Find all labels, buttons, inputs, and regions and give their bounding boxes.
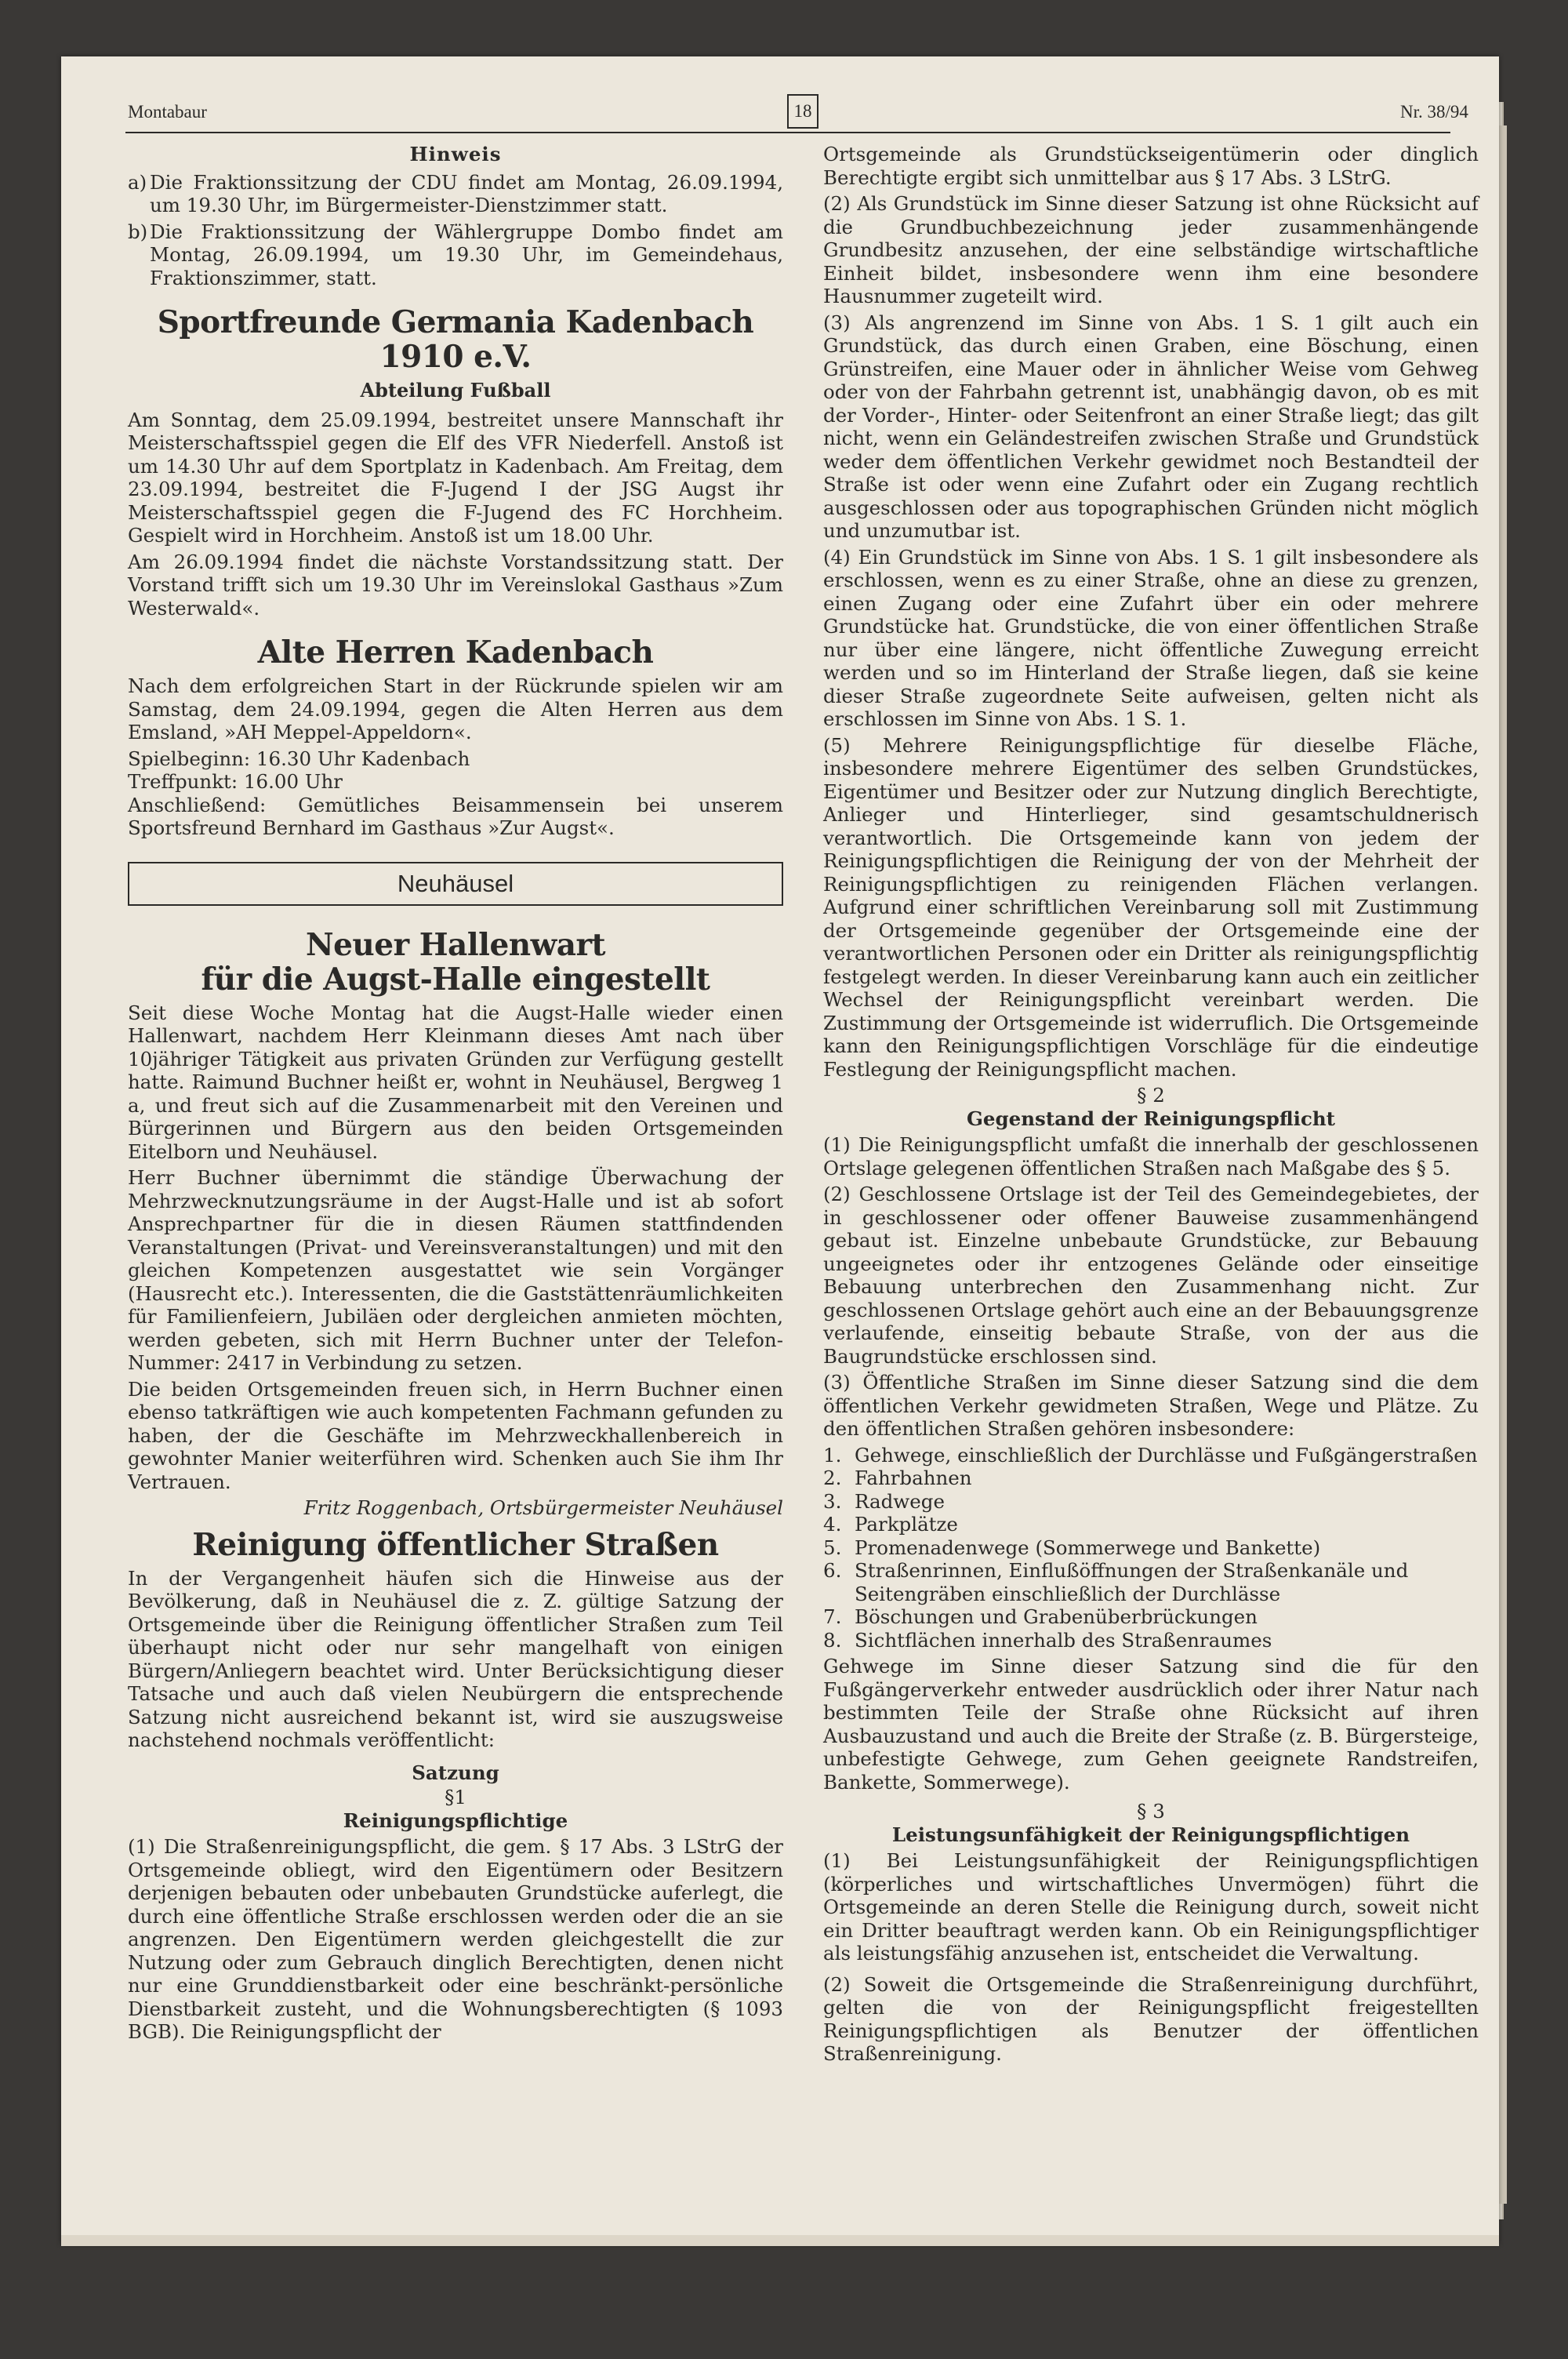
list-item bbox=[823, 1536, 1479, 1560]
hinweis-item bbox=[128, 171, 783, 217]
hallenwart-paragraph: Seit diese Woche Montag hat die Augst-Halle wieder einen Hallenwart, nachdem Herr Kleinmann dieses Amt nach über 10jähriger Tätigkeit aus privaten Gründen zur Verfügung gestellt hatte. Raimund Buchner heißt er, wohnt in Neuhäusel, Bergweg 1 a, und freut sich auf die Zusammenarbeit mit den Vereinen und Bürgerinnen und Bürgern aus den beiden Ortsgemeinden Eitelborn und Neuhäusel. bbox=[128, 1001, 783, 1163]
list-item-number: 8. bbox=[823, 1628, 842, 1652]
list-item-text: Radwege bbox=[855, 1489, 945, 1513]
list-item bbox=[823, 1513, 1479, 1536]
list-item-text: Fahrbahnen bbox=[855, 1467, 972, 1489]
alte-herren-paragraph: Nach dem erfolgreichen Start in der Rückrunde spielen wir am Samstag, dem 24.09.1994, gegen die Alten Herren aus dem Emsland, »AH Meppel-Appeldorn«. bbox=[128, 674, 783, 743]
hinweis-item-text: Die Fraktionssitzung der CDU findet am Montag, 26.09.1994, um 19.30 Uhr, im Bürgermeister-Dienstzimmer statt. bbox=[150, 170, 783, 216]
satzung-paragraph: (4) Ein Grundstück im Sinne von Abs. 1 S. 1 gilt insbesondere als erschlossen, wenn es zu einer Straße, ohne an diese zu grenzen, einen Zugang oder eine Zufahrt über ein oder mehrere Grundstücke hat. Grundstücke, die von einer öffentlichen Straße nur über eine längere, nicht öffentliche Zuwegung erreicht werden und so im Hinterland der Straße liegen, daß sie keine dieser Straße zugeordnete Seite aufweisen, gelten nicht als erschlossen im Sinne von Abs. 1 S. 1. bbox=[823, 545, 1479, 730]
paragraph-1-text: (1) Die Straßenreinigungspflicht, die gem. § 17 Abs. 3 LStrG der Ortsgemeinde obliegt, wird den Eigentümern oder Besitzern derjenigen bebauten oder unbebauten Grundstücke auferlegt, die durch eine öffentliche Straße erschlossen werden oder die an sie angrenzen. Den Eigentümern werden gleichgestellt die zur Nutzung oder zum Gebrauch dinglich Berechtigten, denen nicht nur eine Grunddienstbarkeit oder eine beschränkt-persönliche Dienstbarkeit zusteht, und die Wohnungsberechtigten (§ 1093 BGB). Die Reinigungspflicht der bbox=[128, 1835, 783, 2043]
paragraph-3-text: (1) Bei Leistungsunfähigkeit der Reinigungspflichtigen (körperliches und wirtschaftliches Unvermögen) führt die Ortsgemeinde an deren Stelle die Reinigung durch, soweit nicht ein Dritter beauftragt werden kann. Ob ein Reinigungspflichtiger als leistungsfähig anzusehen ist, entscheidet die Verwaltung. bbox=[823, 1849, 1479, 1965]
hinweis-item-label: b) bbox=[128, 220, 148, 243]
hinweis-item bbox=[128, 220, 783, 290]
section-box-neuhaeusel: Neuhäusel bbox=[128, 862, 783, 906]
header-page-number: 18 bbox=[787, 94, 818, 129]
list-item-text: Parkplätze bbox=[855, 1513, 958, 1536]
sportfreunde-title: Sportfreunde Germania Kadenbach 1910 e.V. bbox=[157, 304, 754, 375]
paragraph-2-text: (3) Öffentliche Straßen im Sinne dieser Satzung sind die dem öffentlichen Verkehr gewidmeten Straßen, Wege und Plätze. Zu den öffentlichen Straßen gehören insbesondere: bbox=[823, 1371, 1479, 1440]
paragraph-2-text: (1) Die Reinigungspflicht umfaßt die innerhalb der geschlossenen Ortslage gelegenen öffentlichen Straßen nach Maßgabe des § 5. bbox=[823, 1133, 1479, 1180]
paragraph-3-title: § 3 bbox=[1137, 1800, 1165, 1823]
street-types-list bbox=[823, 1444, 1479, 1652]
list-item-text: Promenadenwege (Sommerwege und Bankette) bbox=[855, 1536, 1321, 1559]
left-column bbox=[128, 143, 783, 2047]
header-issue: Nr. 38/94 bbox=[1400, 102, 1468, 122]
alte-herren-title: Alte Herren Kadenbach bbox=[257, 634, 654, 671]
hallenwart-signature: Fritz Roggenbach, Ortsbürgermeister Neuhäusel bbox=[303, 1496, 783, 1519]
list-item-number: 7. bbox=[823, 1605, 842, 1628]
satzung-paragraph: (2) Als Grundstück im Sinne dieser Satzung ist ohne Rücksicht auf die Grundbuchbezeichnung jeder zusammenhängende Grundbesitz anzusehen, der eine selbständige wirtschaftliche Einheit bildet, insbesondere wenn ihm eine besondere Hausnummer zugeteilt wird. bbox=[823, 192, 1479, 307]
satzung-paragraph: (5) Mehrere Reinigungspflichtige für dieselbe Fläche, insbesondere mehrere Eigentümer des selben Grundstückes, Eigentümer und Besitzer oder zur Nutzung dinglich Berechtigte, Anlieger und Hinterlieger, sind gesamtschuldnerisch verantwortlich. Die Ortsgemeinde kann von jedem der Reinigungspflichtigen die Reinigung der von der Mehrheit der Reinigungspflichtigen zu reinigenden Flächen verlangen. Aufgrund einer schriftlichen Vereinbarung soll mit Zustimmung der Ortsgemeinde gegenüber der Ortsgemeinde eine der verantwortlichen Personen oder ein Dritter als reinigungspflichtig festgelegt werden. In dieser Vereinbarung kann auch ein zeitlicher Wechsel der Reinigungspflicht vereinbart werden. Die Zustimmung der Ortsgemeinde ist widerruflich. Die Ortsgemeinde kann den Reinigungspflichtigen Vorschläge für die eindeutige Festlegung der Reinigungspflicht machen. bbox=[823, 733, 1479, 1081]
hinweis-item-label: a) bbox=[128, 170, 147, 194]
paragraph-3-subtitle: Leistungsunfähigkeit der Reinigungspflichtigen bbox=[891, 1823, 1410, 1846]
sportfreunde-subtitle: Abteilung Fußball bbox=[360, 379, 551, 402]
alte-herren-line: Treffpunkt: 16.00 Uhr bbox=[128, 770, 343, 793]
header-rule bbox=[125, 132, 1450, 133]
list-item-number: 3. bbox=[823, 1489, 842, 1513]
hallenwart-paragraph: Die beiden Ortsgemeinden freuen sich, in Herrn Buchner einen ebenso tatkräftigen wie auch kompetenten Fachmann gefunden zu haben, der die Geschäfte im Mehrzweckhallenbereich in gewohnter Manier weiterführen wird. Schenken auch Sie ihm Ihr Vertrauen. bbox=[128, 1377, 783, 1493]
hinweis-item-text: Die Fraktionssitzung der Wählergruppe Dombo findet am Montag, 26.09.1994, um 19.30 Uhr, im Gemeindehaus, Fraktionszimmer, statt. bbox=[150, 220, 783, 289]
list-item bbox=[823, 1444, 1479, 1467]
header-place: Montabaur bbox=[128, 102, 207, 122]
list-item bbox=[823, 1605, 1479, 1629]
paragraph-1-subtitle: Reinigungspflichtige bbox=[343, 1808, 568, 1832]
hallenwart-title-line1: Neuer Hallenwart bbox=[305, 926, 606, 963]
list-item-text: Sichtflächen innerhalb des Straßenraumes bbox=[855, 1628, 1272, 1652]
paragraph-2-subtitle: Gegenstand der Reinigungspflicht bbox=[966, 1107, 1335, 1130]
right-column bbox=[823, 143, 1479, 2069]
hallenwart-title-line2: für die Augst-Halle eingestellt bbox=[201, 961, 710, 998]
paragraph-3-text: (2) Soweit die Ortsgemeinde die Straßenreinigung durchführt, gelten die von der Reinigungspflicht freigestellten Reinigungspflichtigen als Benutzer der öffentlichen Straßenreinigung. bbox=[823, 1972, 1479, 2065]
list-item-number: 4. bbox=[823, 1513, 842, 1536]
list-item bbox=[823, 1629, 1479, 1652]
paragraph-2-text: Gehwege im Sinne dieser Satzung sind die für den Fußgängerverkehr entweder ausdrücklich oder ihrer Natur nach bestimmten Teile der Straße ohne Rücksicht auf ihren Ausbauzustand und auch die Breite der Straße (z. B. Bürgersteige, unbefestigte Gehwege, zum Gehen geeignete Randstreifen, Bankette, Sommerwege). bbox=[823, 1655, 1479, 1794]
list-item-text: Gehwege, einschließlich der Durchlässe und Fußgängerstraßen bbox=[855, 1443, 1478, 1467]
satzung-paragraph: (3) Als angrenzend im Sinne von Abs. 1 S. 1 gilt auch ein Grundstück, das durch einen Graben, eine Böschung, einen Grünstreifen, eine Mauer oder in ähnlicher Weise vom Gehweg oder von der Fahrbahn getrennt ist, unabhängig davon, ob es mit der Vorder-, Hinter- oder Seitenfront an einer Straße liegt; das gilt nicht, wenn ein Geländestreifen zwischen Straße und Grundstück weder dem öffentlichen Verkehr gewidmet noch Bestandteil der Straße ist oder wenn eine Zufahrt oder ein Zugang rechtlich ausgeschlossen oder aus topographischen Gründen nicht möglich und unzumutbar ist. bbox=[823, 311, 1479, 542]
list-item-number: 5. bbox=[823, 1536, 842, 1559]
alte-herren-paragraph: Anschließend: Gemütliches Beisammensein bei unserem Sportsfreund Bernhard im Gasthaus »Zur Augst«. bbox=[128, 793, 783, 839]
satzung-paragraph: Ortsgemeinde als Grundstückseigentümerin oder dinglich Berechtigte ergibt sich unmittelbar aus § 17 Abs. 3 LStrG. bbox=[823, 143, 1479, 189]
sportfreunde-paragraph: Am 26.09.1994 findet die nächste Vorstandssitzung statt. Der Vorstand trifft sich um 19.30 Uhr im Vereinslokal Gasthaus »Zum Westerwald«. bbox=[128, 550, 783, 620]
alte-herren-line: Spielbeginn: 16.30 Uhr Kadenbach bbox=[128, 747, 470, 770]
list-item-text: Straßenrinnen, Einflußöffnungen der Straßenkanäle und Seitengräben einschließlich der Durchlässe bbox=[855, 1559, 1409, 1605]
list-item-number: 2. bbox=[823, 1467, 842, 1489]
list-item bbox=[823, 1559, 1479, 1605]
sportfreunde-paragraph: Am Sonntag, dem 25.09.1994, bestreitet unsere Mannschaft ihr Meisterschaftsspiel gegen die Elf des VFR Niederfell. Anstoß ist um 14.30 Uhr auf dem Sportplatz in Kadenbach. Am Freitag, dem 23.09.1994, bestreitet die F-Jugend I der JSG Augst ihr Meisterschaftsspiel gegen die F-Jugend des FC Horchheim. Gespielt wird in Horchheim. Anstoß ist um 18.00 Uhr. bbox=[128, 408, 783, 547]
list-item bbox=[823, 1467, 1479, 1490]
reinigung-title: Reinigung öffentlicher Straßen bbox=[192, 1526, 719, 1563]
paragraph-1-title: §1 bbox=[445, 1786, 466, 1808]
satzung-title: Satzung bbox=[412, 1761, 499, 1784]
paragraph-2-text: (2) Geschlossene Ortslage ist der Teil des Gemeindegebietes, der in geschlossener oder offener Bauweise zusammenhängend gebaut ist. Einzelne unbebaute Grundstücke, zur Bebauung ungeeignetes oder ihr entzogenes Gelände oder einseitige Bebauung unterbrechen den Zusammenhang nicht. Zur geschlossenen Ortslage gehört auch eine an der Bebauungsgrenze verlaufende, einseitig bebaute Straße, von der aus die Baugrundstücke erschlossen sind. bbox=[823, 1183, 1479, 1368]
page-bottom-edge bbox=[61, 2235, 1499, 2246]
list-item bbox=[823, 1490, 1479, 1514]
list-item-number: 6. bbox=[823, 1559, 842, 1582]
list-item-number: 1. bbox=[823, 1443, 842, 1467]
list-item-text: Böschungen und Grabenüberbrückungen bbox=[855, 1605, 1258, 1628]
paragraph-2-title: § 2 bbox=[1137, 1084, 1165, 1107]
reinigung-paragraph: In der Vergangenheit häufen sich die Hinweise aus der Bevölkerung, daß in Neuhäusel die z. Z. gültige Satzung der Ortsgemeinde über die Reinigung öffentlicher Straßen zum Teil überhaupt nicht oder nur sehr mangelhaft von einigen Bürgern/Anliegern beachtet wird. Unter Berücksichtigung dieser Tatsache und auch daß vielen Neubürgern die entsprechende Satzung nicht ausreichend bekannt ist, wird sie auszugsweise nachstehend nochmals veröffentlicht: bbox=[128, 1566, 783, 1751]
hallenwart-paragraph: Herr Buchner übernimmt die ständige Überwachung der Mehrzwecknutzungsräume in der Augst-Halle und ist ab sofort Ansprechpartner für die in diesen Räumen stattfindenden Veranstaltungen (Privat- und Vereinsveranstaltungen) und mit den gleichen Kompetenzen ausgestattet wie sein Vorgänger (Hausrecht etc.). Interessenten, die die Gaststättenräumlichkeiten für Familienfeiern, Jubiläen oder dergleichen anmieten möchten, werden gebeten, sich mit Herrn Buchner unter der Telefon-Nummer: 2417 in Verbindung zu setzen. bbox=[128, 1166, 783, 1374]
hinweis-title: Hinweis bbox=[409, 143, 502, 165]
